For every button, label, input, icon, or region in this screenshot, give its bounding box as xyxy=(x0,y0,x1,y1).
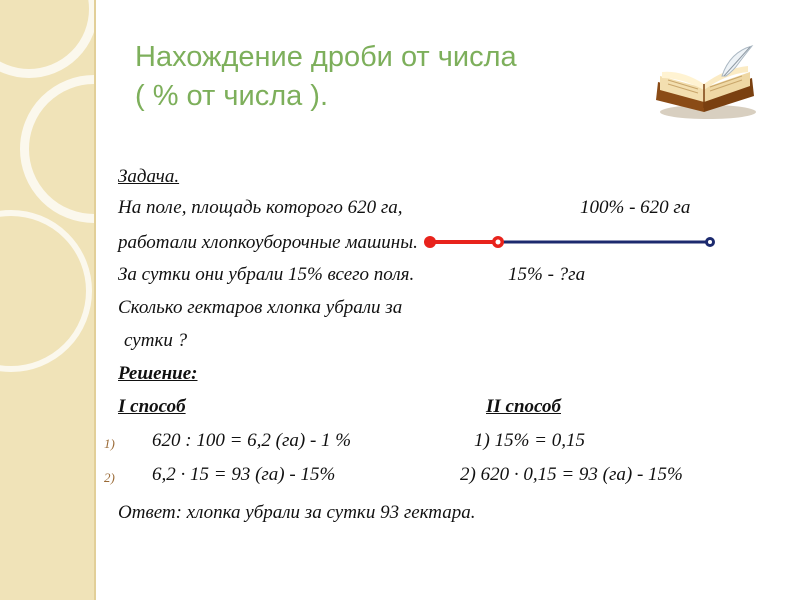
method2-heading: II способ xyxy=(486,396,561,417)
answer-text: Ответ: хлопка убрали за сутки 93 гектара. xyxy=(118,502,476,523)
decor-circle xyxy=(0,0,96,78)
note-part-area: 15% - ?га xyxy=(508,264,586,285)
task-text-line: работали хлопкоуборочные машины. xyxy=(118,232,418,253)
task-text-line: сутки ? xyxy=(124,330,188,351)
method1-step: 6,2 · 15 = 93 (га) - 15% xyxy=(152,464,336,485)
list-number: 2) xyxy=(104,470,115,485)
slide-title xyxy=(135,38,635,116)
note-full-area: 100% - 620 га xyxy=(580,197,691,218)
method1-step: 620 : 100 = 6,2 (га) - 1 % xyxy=(152,430,352,451)
task-text-line: На поле, площадь которого 620 га, xyxy=(118,197,403,218)
method2-step: 1) 15% = 0,15 xyxy=(474,430,585,451)
decor-circle xyxy=(0,210,92,372)
task-text-line: Сколько гектаров хлопка убрали за xyxy=(118,297,403,318)
title-line-1: Нахождение дроби от числа xyxy=(135,41,517,73)
band-divider xyxy=(94,0,96,600)
percentage-segment-diagram xyxy=(420,230,720,254)
decor-circle xyxy=(20,75,96,223)
method2-step: 2) 620 · 0,15 = 93 (га) - 15% xyxy=(460,464,683,485)
segment-start-point xyxy=(424,236,436,248)
solution-heading: Решение: xyxy=(118,363,198,384)
method1-heading: I способ xyxy=(118,396,186,417)
title-line-2: ( % от числа ). xyxy=(135,80,329,112)
list-number: 1) xyxy=(104,436,115,451)
segment-split-point-center xyxy=(496,240,501,245)
task-heading: Задача. xyxy=(118,166,180,187)
decorative-left-band xyxy=(0,0,96,600)
task-text-line: За сутки они убрали 15% всего поля. xyxy=(118,264,415,285)
segment-end-point-center xyxy=(708,240,712,244)
open-book-with-quill-icon xyxy=(650,42,760,122)
